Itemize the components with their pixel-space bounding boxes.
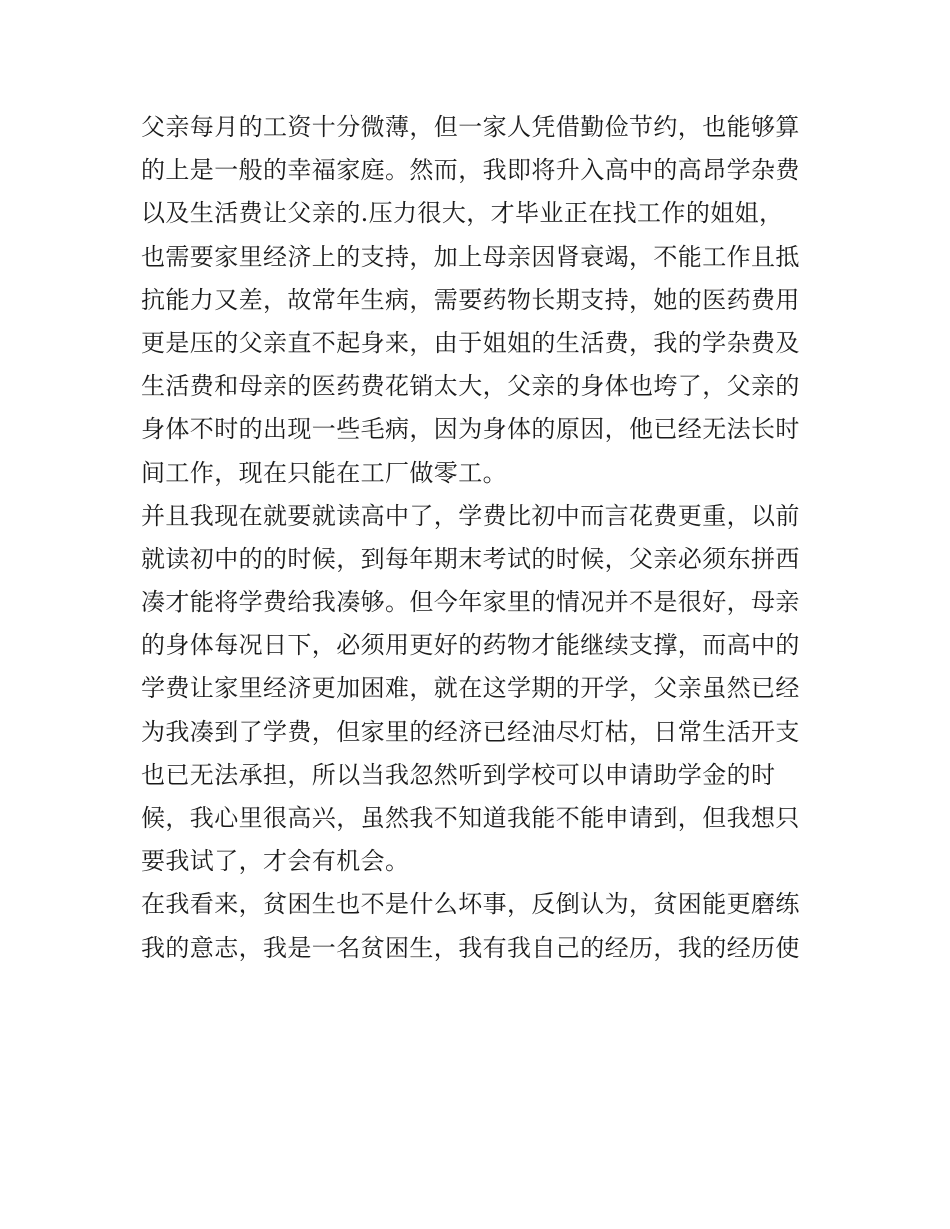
text-line: 凑才能将学费给我凑够。但今年家里的情况并不是很好，母亲 xyxy=(141,588,800,617)
text-line: 为我凑到了学费，但家里的经济已经油尽灯枯，日常生活开支 xyxy=(141,717,800,746)
text-line: 候，我心里很高兴，虽然我不知道我能不能申请到，但我想只 xyxy=(141,804,800,832)
text-line: 学费让家里经济更加困难，就在这学期的开学，父亲虽然已经 xyxy=(141,674,800,703)
text-line: 间工作，现在只能在工厂做零工。 xyxy=(141,458,507,487)
text-line: 并且我现在就要就读高中了，学费比初中而言花费更重，以前 xyxy=(141,501,800,530)
text-line: 抗能力又差，故常年生病，需要药物长期支持，她的医药费用 xyxy=(141,285,800,314)
text-line: 身体不时的出现一些毛病，因为身体的原因，他已经无法长时 xyxy=(141,415,800,444)
body-text xyxy=(141,106,821,970)
text-line: 要我试了，才会有机会。 xyxy=(141,847,410,876)
text-line: 以及生活费让父亲的.压力很大，才毕业正在找工作的姐姐， xyxy=(141,199,784,228)
text-line: 的身体每况日下，必须用更好的药物才能继续支撑，而高中的 xyxy=(141,631,800,660)
text-line: 更是压的父亲直不起身来，由于姐姐的生活费，我的学杂费及 xyxy=(141,328,800,357)
text-line: 在我看来，贫困生也不是什么坏事，反倒认为，贫困能更磨练 xyxy=(141,890,800,919)
text-line: 就读初中的的时候，到每年期末考试的时候，父亲必须东拼西 xyxy=(141,544,800,573)
text-line: 的上是一般的幸福家庭。然而，我即将升入高中的高昂学杂费 xyxy=(141,156,800,185)
text-line: 父亲每月的工资十分微薄，但一家人凭借勤俭节约，也能够算 xyxy=(141,113,800,141)
text-line: 我的意志，我是一名贫困生，我有我自己的经历，我的经历使 xyxy=(141,933,800,962)
text-line: 也已无法承担，所以当我忽然听到学校可以申请助学金的时 xyxy=(141,760,776,789)
text-line: 生活费和母亲的医药费花销太大，父亲的身体也垮了，父亲的 xyxy=(141,372,800,401)
text-line: 也需要家里经济上的支持，加上母亲因肾衰竭，不能工作且抵 xyxy=(141,242,800,271)
